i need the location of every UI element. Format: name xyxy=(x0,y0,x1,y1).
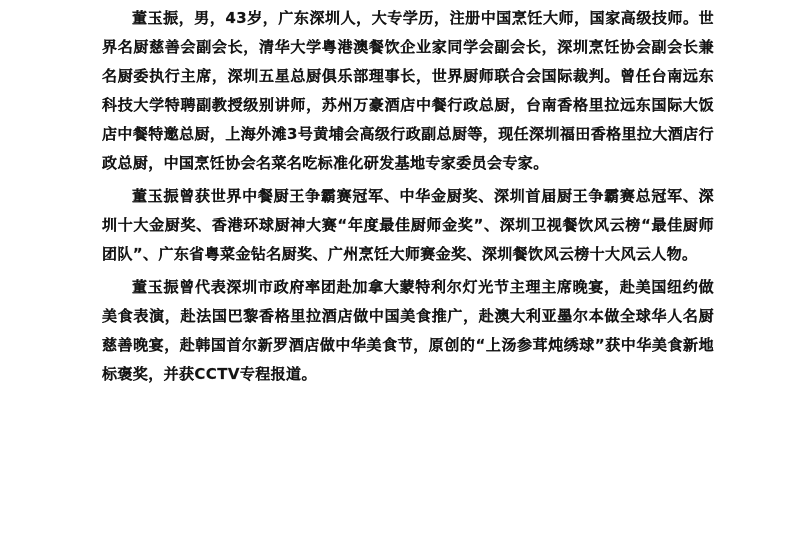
paragraph-awards: 董玉振曾获世界中餐厨王争霸赛冠军、中华金厨奖、深圳首届厨王争霸赛总冠军、深圳十大金厨奖、香港环球厨神大赛“年度最佳厨师金奖”、深圳卫视餐饮风云榜“最佳厨师团队”、广东省粤菜金钻名厨奖、广州烹饪大师赛金奖、深圳餐饮风云榜十大风云人物。 xyxy=(102,187,714,263)
paragraph-biography: 董玉振，男，43岁，广东深圳人，大专学历，注册中国烹饪大师，国家高级技师。世界名厨慈善会副会长，清华大学粤港澳餐饮企业家同学会副会长，深圳烹饪协会副会长兼名厨委执行主席，深圳五星总厨俱乐部理事长，世界厨师联合会国际裁判。曾任台南远东科技大学特聘副教授级别讲师，苏州万豪酒店中餐行政总厨，台南香格里拉远东国际大饭店中餐特邀总厨，上海外滩3号黄埔会高级行政副总厨等，现任深圳福田香格里拉大酒店行政总厨，中国烹饪协会名菜名吃标准化研发基地专家委员会专家。 xyxy=(102,9,714,172)
paragraph-events: 董玉振曾代表深圳市政府率团赴加拿大蒙特利尔灯光节主理主席晚宴，赴美国纽约做美食表演，赴法国巴黎香格里拉酒店做中国美食推广，赴澳大利亚墨尔本做全球华人名厨慈善晚宴，赴韩国首尔新罗酒店做中华美食节，原创的“上汤参茸炖绣球”获中华美食新地标褒奖，并获CCTV专程报道。 xyxy=(102,278,714,383)
